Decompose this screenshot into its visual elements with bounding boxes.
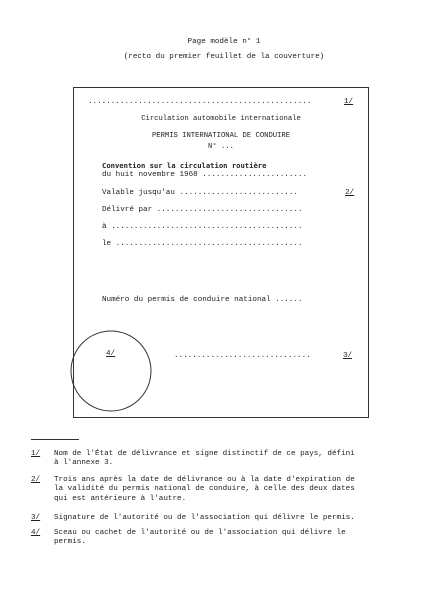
circulation-heading: Circulation automobile internationale [141,115,301,123]
footnote-ref-4: 4/ [106,350,116,358]
footnote-number: 3/ [31,514,41,522]
signature-line: .............................. [174,352,311,360]
valid-until-field: Valable jusqu'au .......................... [102,189,298,197]
footnote-ref-1: 1/ [344,98,354,106]
footnote-ref-2: 2/ [345,189,355,197]
footnote-ref-3: 3/ [343,352,353,360]
issued-on-field: le ......................................... [102,240,303,248]
footnote-number: 1/ [31,450,41,458]
permit-cover-form [73,87,369,418]
issued-at-field: à .......................................... [102,223,303,231]
seal-circle [66,326,156,416]
permit-title: PERMIS INTERNATIONAL DE CONDUIRE [151,132,291,140]
national-permit-field: Numéro du permis de conduire national ...... [102,296,303,304]
permit-number: N° ... [208,143,234,151]
convention-line-2: du huit novembre 1968 ....................... [102,171,308,179]
issued-by-field: Délivré par ................................ [102,206,303,214]
footnote-number: 2/ [31,476,41,484]
footnote-text: Signature de l'autorité ou de l'association qui délivre le permis. [54,514,355,522]
page-title: Page modèle n° 1 [187,38,261,46]
footnote-divider [31,439,79,440]
footnote-text: Trois ans après la date de délivrance ou à la date d'expiration de la validité du permis national de conduire, à celle des deux dates qui est antérieure à l'autre. [54,476,355,503]
state-name-line: ................................................. [88,98,312,106]
footnote-number: 4/ [31,529,41,537]
convention-line-1: Convention sur la circulation routière [102,161,267,170]
page-subtitle: (recto du premier feuillet de la couverture) [123,53,325,61]
footnote-text: Nom de l'État de délivrance et signe distinctif de ce pays, défini à l'annexe 3. [54,450,355,468]
footnote-text: Sceau ou cachet de l'autorité ou de l'association qui délivre le permis. [54,529,346,547]
